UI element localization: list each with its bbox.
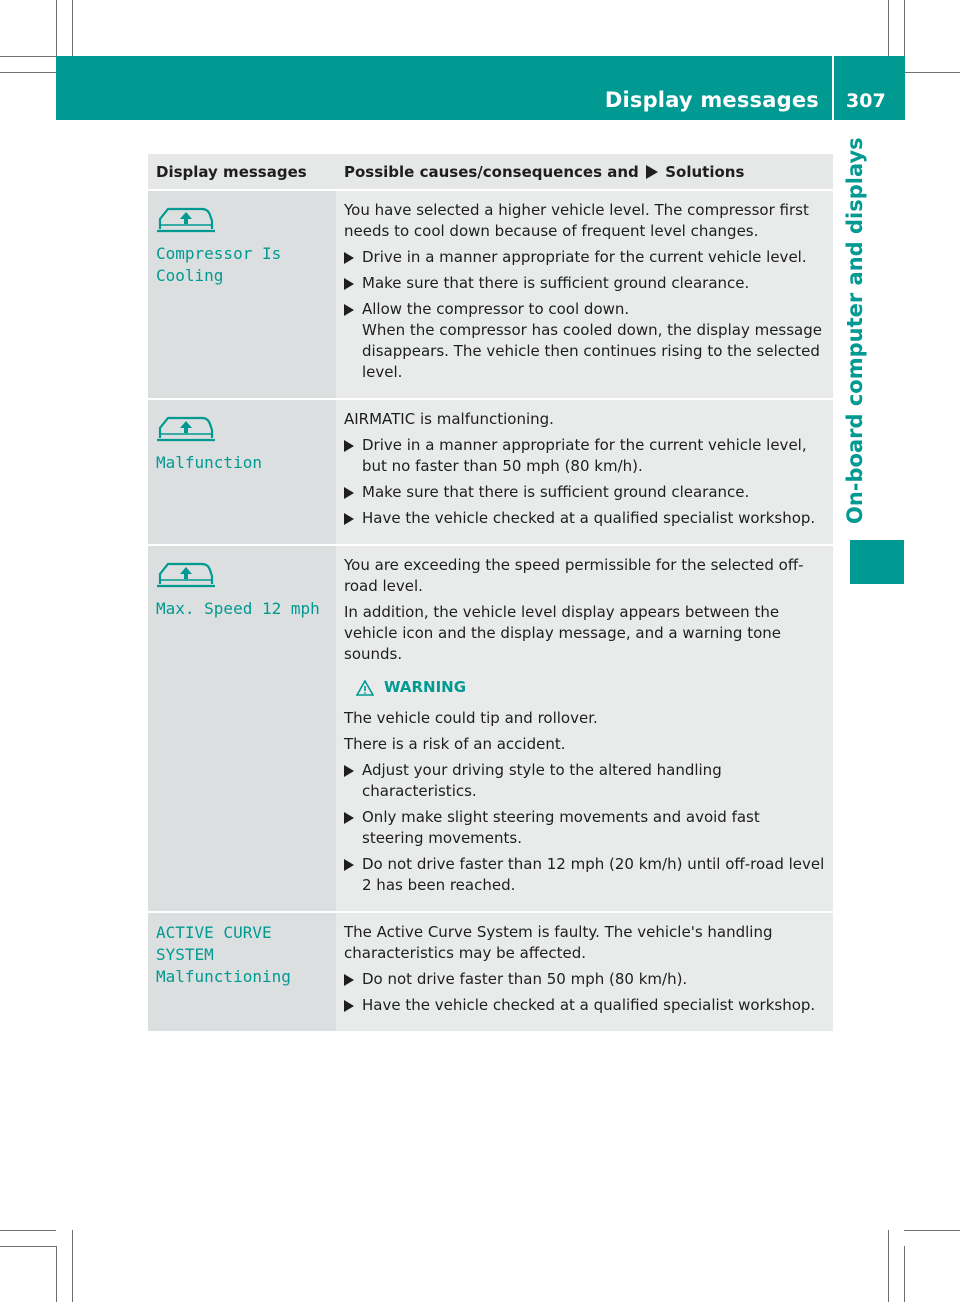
message-cell	[148, 546, 336, 913]
section-tab-marker	[850, 540, 904, 584]
table-header-row	[148, 154, 833, 191]
arrow-right-icon	[344, 278, 354, 290]
arrow-right-icon	[344, 765, 354, 777]
arrow-right-icon	[344, 440, 354, 452]
solution-cell	[336, 913, 833, 1033]
arrow-right-icon	[344, 513, 354, 525]
column-header-causes	[336, 154, 833, 191]
crop-mark	[888, 1230, 889, 1302]
crop-mark	[904, 72, 960, 73]
column-header-solutions-text: Solutions	[665, 163, 745, 181]
solution-cell	[336, 191, 833, 400]
table-row	[148, 400, 833, 546]
solution-cell	[336, 546, 833, 913]
table-row	[148, 546, 833, 913]
cause-text: You have selected a higher vehicle level. The compressor first needs to cool down because of frequent level changes.	[344, 201, 809, 240]
message-cell	[148, 191, 336, 400]
arrow-right-icon	[344, 1000, 354, 1012]
crop-mark	[904, 1246, 905, 1302]
vehicle-level-raise-icon	[156, 556, 216, 590]
arrow-right-icon	[344, 974, 354, 986]
cause-text: In addition, the vehicle level display appears between the vehicle icon and the display message, and a warning tone sounds.	[344, 603, 781, 663]
step-text: Have the vehicle checked at a qualified specialist workshop.	[362, 509, 816, 527]
solution-cell	[336, 400, 833, 546]
step-text: Drive in a manner appropriate for the current vehicle level.	[362, 248, 807, 266]
crop-mark	[72, 1230, 73, 1302]
display-message-text: Malfunction	[156, 453, 262, 472]
arrow-right-icon	[344, 252, 354, 264]
column-header-causes-text: Possible causes/consequences and	[344, 163, 639, 181]
list-item	[344, 273, 825, 294]
crop-mark	[72, 0, 73, 56]
section-tab-label: On-board computer and displays	[843, 137, 867, 524]
column-header-messages: Display messages	[148, 154, 336, 191]
crop-mark	[0, 1230, 56, 1231]
step-text: Make sure that there is sufficient ground clearance.	[362, 274, 750, 292]
list-item	[344, 807, 825, 849]
list-item	[344, 854, 825, 896]
display-message-text: Max. Speed 12 mph	[156, 599, 320, 618]
page-number: 307	[846, 90, 886, 112]
warning-text: There is a risk of an accident.	[344, 735, 566, 753]
page-header	[56, 56, 905, 120]
crop-mark	[888, 0, 889, 56]
list-item	[344, 482, 825, 503]
cause-text: The Active Curve System is faulty. The vehicle's handling characteristics may be affected.	[344, 923, 773, 962]
crop-mark	[56, 1246, 57, 1302]
step-text: Make sure that there is sufficient ground clearance.	[362, 483, 750, 501]
page-title: Display messages	[604, 88, 819, 112]
cause-text: You are exceeding the speed permissible for the selected off-road level.	[344, 556, 804, 595]
arrow-right-icon	[646, 165, 658, 179]
crop-mark	[904, 1230, 960, 1231]
list-item	[344, 969, 825, 990]
warning-title: WARNING	[384, 678, 467, 696]
vehicle-level-raise-icon	[156, 201, 216, 235]
warning-triangle-icon	[356, 680, 374, 696]
header-divider	[832, 56, 834, 120]
arrow-right-icon	[344, 812, 354, 824]
display-message-text: ACTIVE CURVE SYSTEM Malfunctioning	[156, 923, 291, 986]
step-text: Allow the compressor to cool down.	[362, 300, 630, 318]
display-messages-table	[148, 154, 833, 1033]
list-item	[344, 435, 825, 477]
message-cell	[148, 913, 336, 1033]
arrow-right-icon	[344, 859, 354, 871]
step-text: Have the vehicle checked at a qualified specialist workshop.	[362, 996, 816, 1014]
step-text: Only make slight steering movements and avoid fast steering movements.	[362, 808, 760, 847]
table-row	[148, 191, 833, 400]
display-message-text: Compressor Is Cooling	[156, 244, 282, 285]
list-item	[344, 508, 825, 529]
step-text: Drive in a manner appropriate for the current vehicle level, but no faster than 50 mph (80 km/h).	[362, 436, 807, 475]
arrow-right-icon	[344, 304, 354, 316]
crop-mark	[0, 1246, 56, 1247]
step-note: When the compressor has cooled down, the display message disappears. The vehicle then continues rising to the selected level.	[362, 321, 822, 381]
crop-mark	[0, 72, 56, 73]
warning-text: The vehicle could tip and rollover.	[344, 709, 598, 727]
list-item	[344, 247, 825, 268]
table-row	[148, 913, 833, 1033]
list-item	[344, 995, 825, 1016]
cause-text: AIRMATIC is malfunctioning.	[344, 410, 554, 428]
step-text: Do not drive faster than 12 mph (20 km/h) until off-road level 2 has been reached.	[362, 855, 825, 894]
vehicle-level-raise-icon	[156, 410, 216, 444]
list-item	[344, 299, 825, 383]
warning-heading	[356, 677, 825, 698]
message-cell	[148, 400, 336, 546]
step-text: Adjust your driving style to the altered handling characteristics.	[362, 761, 722, 800]
list-item	[344, 760, 825, 802]
arrow-right-icon	[344, 487, 354, 499]
step-text: Do not drive faster than 50 mph (80 km/h).	[362, 970, 688, 988]
